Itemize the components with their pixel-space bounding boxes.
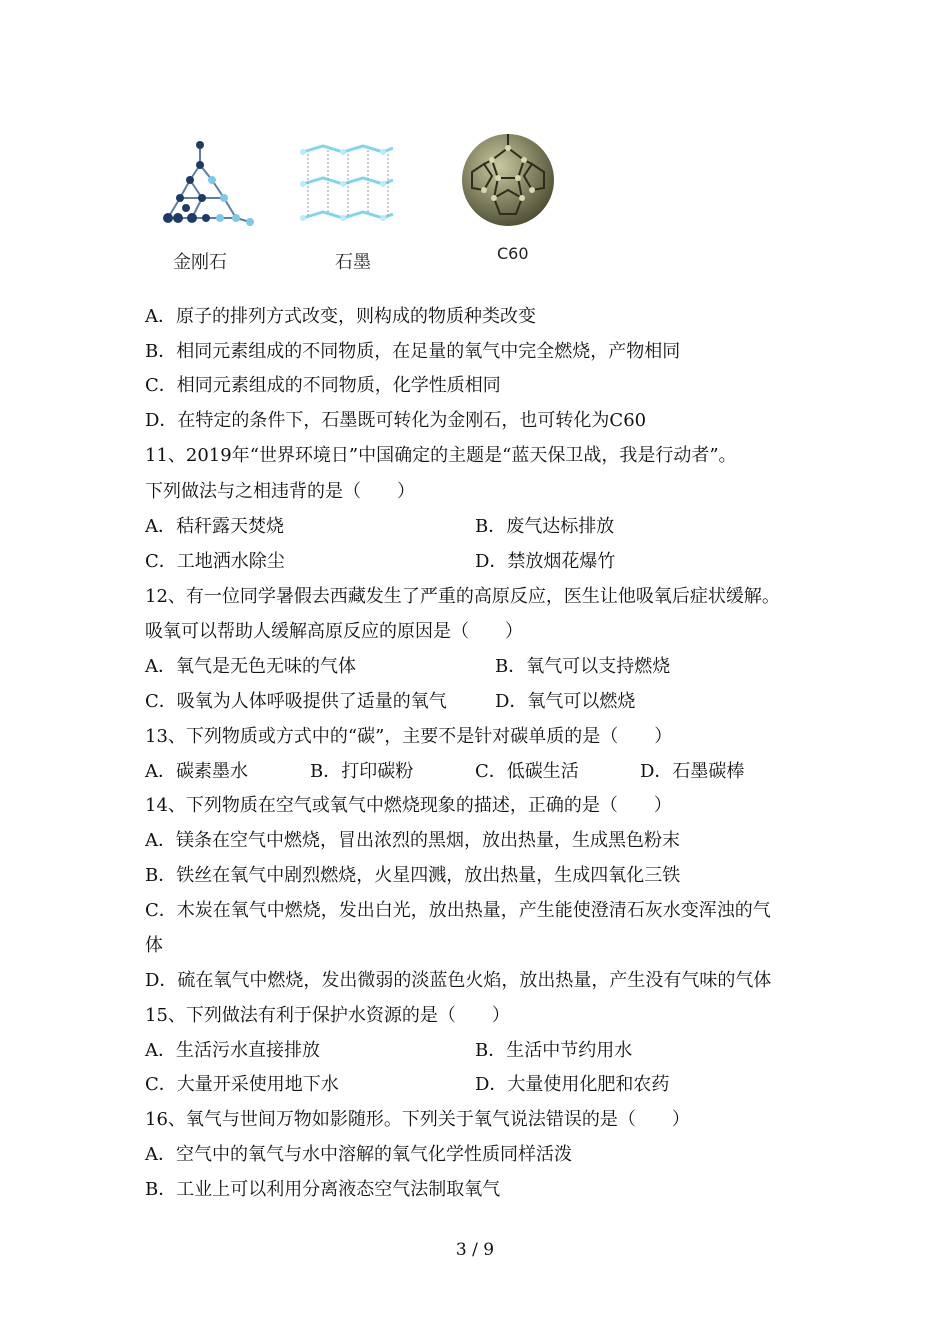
- q15-option-a: A．生活污水直接排放: [145, 1040, 320, 1061]
- q14-option-c-line2: 体: [145, 935, 163, 956]
- q12-option-c: C．吸氧为人体呼吸提供了适量的氧气: [145, 691, 447, 712]
- q14-option-b: B．铁丝在氧气中剧烈燃烧，火星四溅，放出热量，生成四氧化三铁: [145, 865, 681, 886]
- q15-option-d: D．大量使用化肥和农药: [475, 1074, 670, 1095]
- q13-option-d: D．石墨碳棒: [640, 761, 745, 782]
- q10-option-b: B．相同元素组成的不同物质，在足量的氧气中完全燃烧，产物相同: [145, 341, 681, 362]
- q12-stem-line2: 吸氧可以帮助人缓解高原反应的原因是（ ）: [145, 621, 523, 642]
- q15-option-b: B．生活中节约用水: [475, 1040, 633, 1061]
- q14-stem: 14、下列物质在空气或氧气中燃烧现象的描述，正确的是（ ）: [145, 795, 672, 816]
- q11-option-a: A．秸秆露天焚烧: [145, 516, 284, 537]
- q12-option-d: D．氧气可以燃烧: [495, 691, 636, 712]
- carbon-allotropes-figure: [140, 130, 560, 280]
- q11-option-d: D．禁放烟花爆竹: [475, 551, 616, 572]
- q13-stem: 13、下列物质或方式中的“碳”，主要不是针对碳单质的是（ ）: [145, 726, 673, 747]
- q13-option-c: C．低碳生活: [475, 761, 579, 782]
- diamond-structure-image: [150, 140, 260, 230]
- q11-option-c: C．工地洒水除尘: [145, 551, 285, 572]
- q16-option-b: B．工业上可以利用分离液态空气法制取氧气: [145, 1179, 501, 1200]
- q14-option-c-line1: C．木炭在氧气中燃烧，发出白光，放出热量，产生能使澄清石灰水变浑浊的气: [145, 900, 771, 921]
- q11-stem-line2: 下列做法与之相违背的是（ ）: [145, 481, 415, 502]
- graphite-structure-image: [298, 142, 398, 232]
- q13-option-b: B．打印碳粉: [310, 761, 414, 782]
- graphite-caption: 石墨: [335, 252, 371, 273]
- q15-option-c: C．大量开采使用地下水: [145, 1074, 339, 1095]
- q14-option-a: A．镁条在空气中燃烧，冒出浓烈的黑烟，放出热量，生成黑色粉末: [145, 830, 680, 851]
- q12-option-b: B．氧气可以支持燃烧: [495, 656, 671, 677]
- page-number: 3 / 9: [455, 1240, 495, 1260]
- c60-caption: C60: [497, 244, 529, 263]
- q14-option-d: D．硫在氧气中燃烧，发出微弱的淡蓝色火焰，放出热量，产生没有气味的气体: [145, 970, 772, 991]
- q10-option-a: A．原子的排列方式改变，则构成的物质种类改变: [145, 306, 536, 327]
- q11-stem-line1: 11、2019年“世界环境日”中国确定的主题是“蓝天保卫战，我是行动者”。: [145, 445, 737, 466]
- q11-option-b: B．废气达标排放: [475, 516, 615, 537]
- q15-stem: 15、下列做法有利于保护水资源的是（ ）: [145, 1005, 510, 1026]
- q16-option-a: A．空气中的氧气与水中溶解的氧气化学性质同样活泼: [145, 1144, 572, 1165]
- diamond-caption: 金刚石: [173, 252, 227, 273]
- q12-stem-line1: 12、有一位同学暑假去西藏发生了严重的高原反应，医生让他吸氧后症状缓解。: [145, 586, 780, 607]
- q16-stem: 16、氧气与世间万物如影随形。下列关于氧气说法错误的是（ ）: [145, 1109, 690, 1130]
- q10-option-c: C．相同元素组成的不同物质，化学性质相同: [145, 375, 501, 396]
- q12-option-a: A．氧气是无色无味的气体: [145, 656, 356, 677]
- q10-option-d: D．在特定的条件下，石墨既可转化为金刚石，也可转化为C60: [145, 410, 647, 431]
- c60-structure-image: [458, 130, 558, 230]
- q13-option-a: A．碳素墨水: [145, 761, 248, 782]
